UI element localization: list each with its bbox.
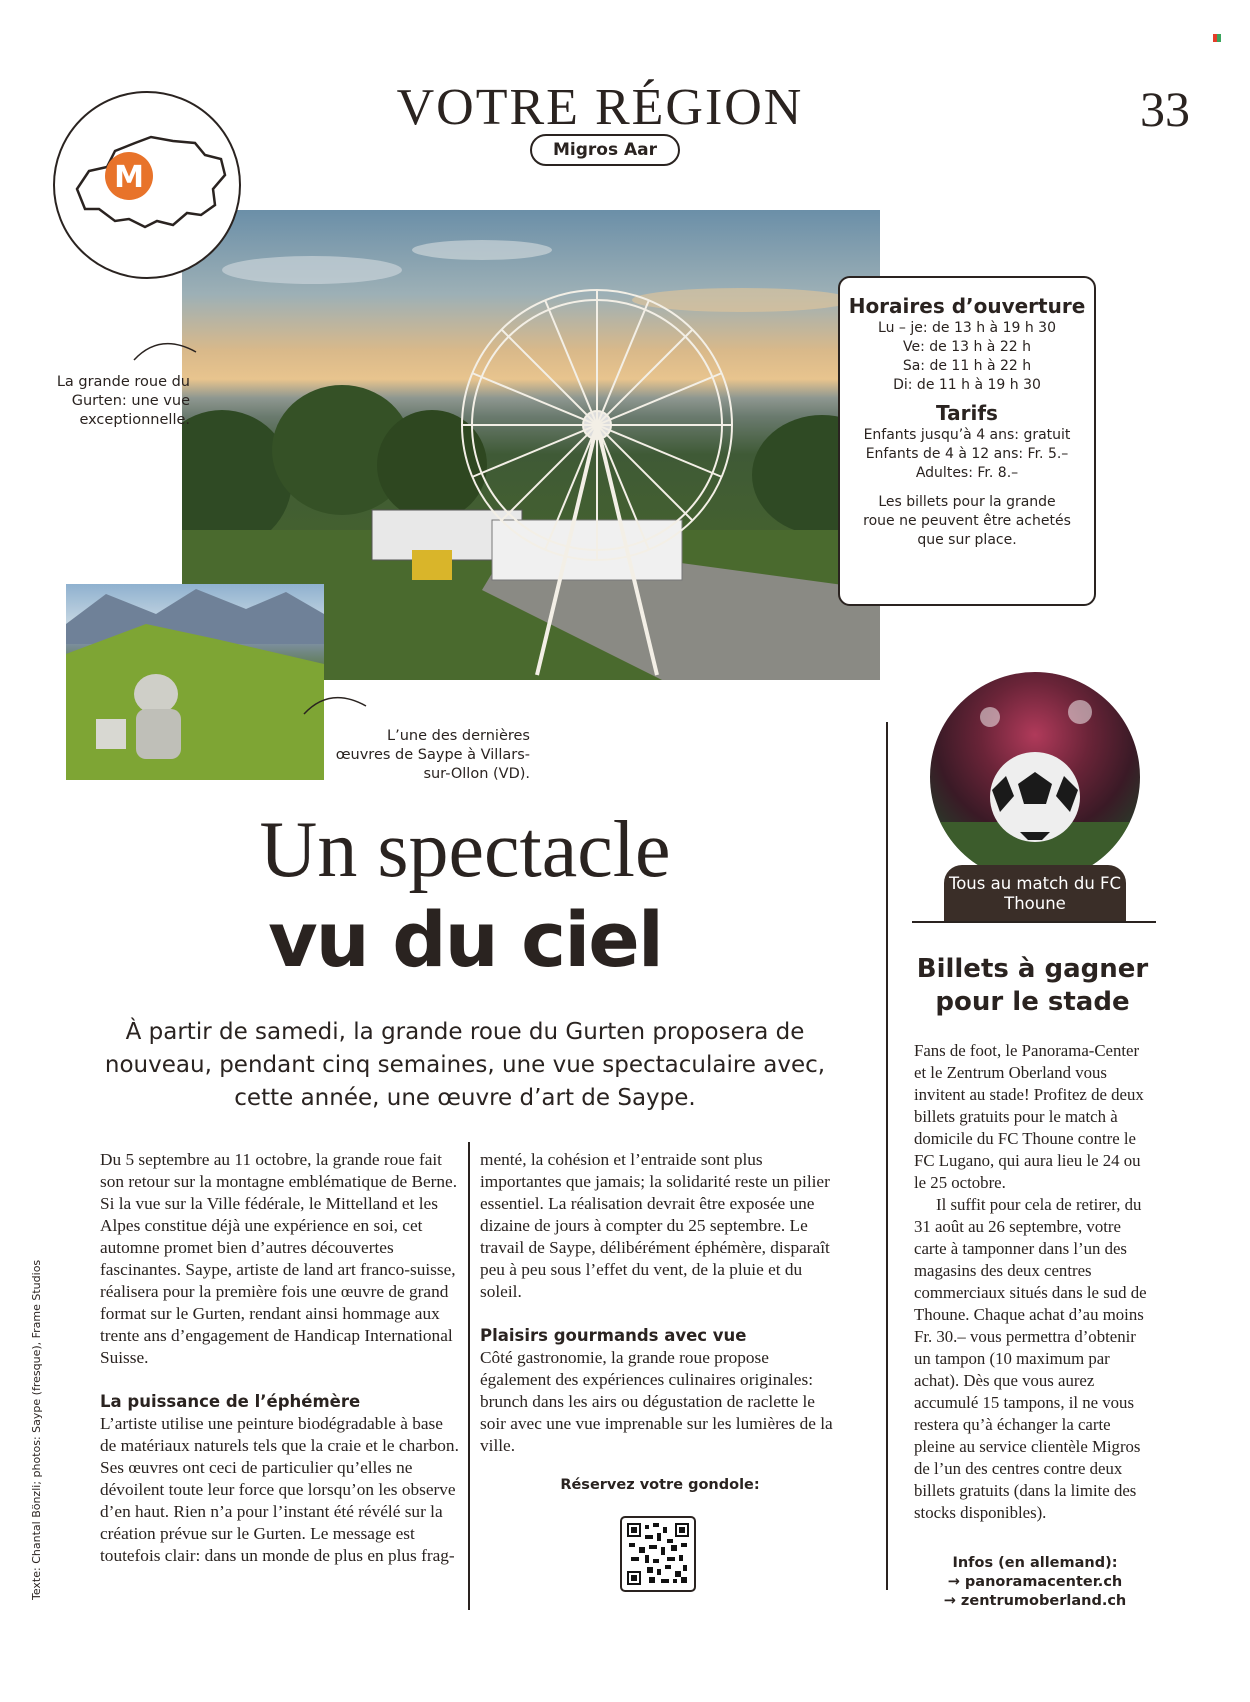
article-paragraph: Du 5 septembre au 11 octobre, la grande roue fait son retour sur la montagne emblématique de Berne. Si la vue sur la Ville fédérale, le Mittelland et les Alpes constitue déjà une expérience en soi, cet automne promet bien d’autres découvertes fascinantes. Saype, artiste de land art franco-suisse, réalisera pour la première fois une œuvre de grand format sur le Gurten, rendant ainsi hommage aux trente ans d’engagement de Handicap International Suisse.	[100, 1150, 458, 1367]
football-icon	[930, 672, 1140, 882]
match-badge: Tous au match du FC Thoune	[944, 865, 1126, 923]
hours-line: Di: de 11 h à 19 h 30	[893, 377, 1041, 393]
price-line: Enfants de 4 à 12 ans: Fr. 5.–	[865, 446, 1069, 462]
corner-color-mark	[1213, 34, 1221, 42]
lead-paragraph: À partir de samedi, la grande roue du Gurten proposera de nouveau, pendant cinq semaines, une vue spectaculaire avec, cette année, une œuvre d’art de Saype.	[104, 1019, 826, 1111]
sidebar-divider	[886, 722, 888, 1590]
article-column-2	[480, 1149, 842, 1457]
saype-artwork-photo	[66, 584, 324, 780]
caption-wheel: La grande roue du Gurten: une vue exceptionnelle.	[56, 374, 190, 428]
subhead-ephemere: La puissance de l’éphémère	[100, 1392, 361, 1411]
switzerland-map-icon	[55, 93, 243, 281]
qr-code-icon	[627, 1523, 689, 1585]
column-divider	[468, 1142, 470, 1610]
qr-code[interactable]	[620, 1516, 696, 1592]
headline-line2: vu du ciel	[268, 895, 662, 984]
article-paragraph: L’artiste utilise une peinture biodégradable à base de matériaux naturels tels que la craie et le charbon. Ses œuvres ont ceci de particulier qu’elles ne dévoilent toute leur force que lorsqu’on les observe d’en haut. Rien n’a pour l’instant été révélé sur la création prévue sur le Gurten. Le message est toutefois clair: dans un monde de plus en plus frag-	[100, 1414, 459, 1565]
info-label: Infos (en allemand):	[952, 1555, 1118, 1571]
booking-label: Réservez votre gondole:	[560, 1477, 760, 1493]
info-links	[905, 1554, 1165, 1611]
subhead-gourmands: Plaisirs gourmands avec vue	[480, 1326, 747, 1345]
sidebar-paragraph: Fans de foot, le Panorama-Center et le Zentrum Oberland vous invitent au stade! Profitez de deux billets gratuits pour le match à domicile du FC Thoune contre le FC Lugano, qui aura lieu le 24 ou le 25 octobre.	[914, 1041, 1144, 1192]
hours-title: Horaires d’ouverture	[848, 294, 1086, 318]
photo-credit: Texte: Chantal Bönzli; photos: Saype (fresque), Frame Studios	[30, 1259, 43, 1600]
info-box	[838, 276, 1096, 606]
section-title: VOTRE RÉGION	[396, 79, 804, 136]
link-zentrumoberland[interactable]: → zentrumoberland.ch	[943, 1593, 1127, 1609]
caption-pointer-wheel	[130, 336, 200, 366]
price-line: Enfants jusqu’à 4 ans: gratuit	[863, 427, 1071, 443]
ticket-note: Les billets pour la grande roue ne peuvent être achetés que sur place.	[863, 494, 1071, 548]
sidebar-text	[914, 1040, 1154, 1524]
region-logo	[53, 91, 241, 279]
hours-line: Lu – je: de 13 h à 19 h 30	[878, 320, 1056, 336]
sidebar-paragraph: Il suffit pour cela de retirer, du 31 août au 26 septembre, votre carte à tamponner dans l’un des magasins des deux centres commerciaux situés dans le sud de Thoune. Chaque achat d’au moins Fr. 30.– vous permettra d’obtenir un tampon (10 maximum par achat). Dès que vous aurez accumulé 15 tampons, il ne vous restera qu’à échanger la carte pleine au service clientèle Migros de l’un des centres contre deux billets gratuits (dans la limite des stocks disponibles).	[914, 1195, 1147, 1522]
sidebar-rule	[912, 921, 1156, 923]
ticket-title: Billets à gagner pour le stade	[916, 954, 1149, 1017]
hours-line: Sa: de 11 h à 22 h	[902, 358, 1032, 374]
saype-illustration	[66, 584, 324, 780]
article-paragraph: menté, la cohésion et l’entraide sont plus importantes que jamais; la solidarité reste un pilier essentiel. La réalisation devrait être exposée une dizaine de jours à compter du 25 septembre. Le travail de Saype, délibérément éphémère, disparaît peu à peu sous l’effet du vent, de la pluie et du soleil.	[480, 1150, 830, 1301]
headline-line1: Un spectacle	[259, 806, 671, 894]
logo-letter: M	[114, 160, 144, 195]
caption-pointer-saype	[300, 690, 370, 720]
hours-line: Ve: de 13 h à 22 h	[903, 339, 1031, 355]
link-panoramacenter[interactable]: → panoramacenter.ch	[947, 1574, 1123, 1590]
article-paragraph: Côté gastronomie, la grande roue propose également des expériences culinaires originales: brunch dans les airs ou dégustation de raclette le soir avec une vue imprenable sur les lumières de la ville.	[480, 1348, 833, 1455]
price-line: Adultes: Fr. 8.–	[915, 465, 1019, 481]
caption-saype: L’une des dernières œuvres de Saype à Villars-sur-Ollon (VD).	[335, 728, 530, 782]
article-column-1	[100, 1149, 462, 1567]
football-photo	[930, 672, 1140, 882]
region-pill: Migros Aar	[530, 134, 680, 166]
prices-title: Tarifs	[936, 401, 998, 425]
page-number: 33	[1140, 81, 1190, 137]
